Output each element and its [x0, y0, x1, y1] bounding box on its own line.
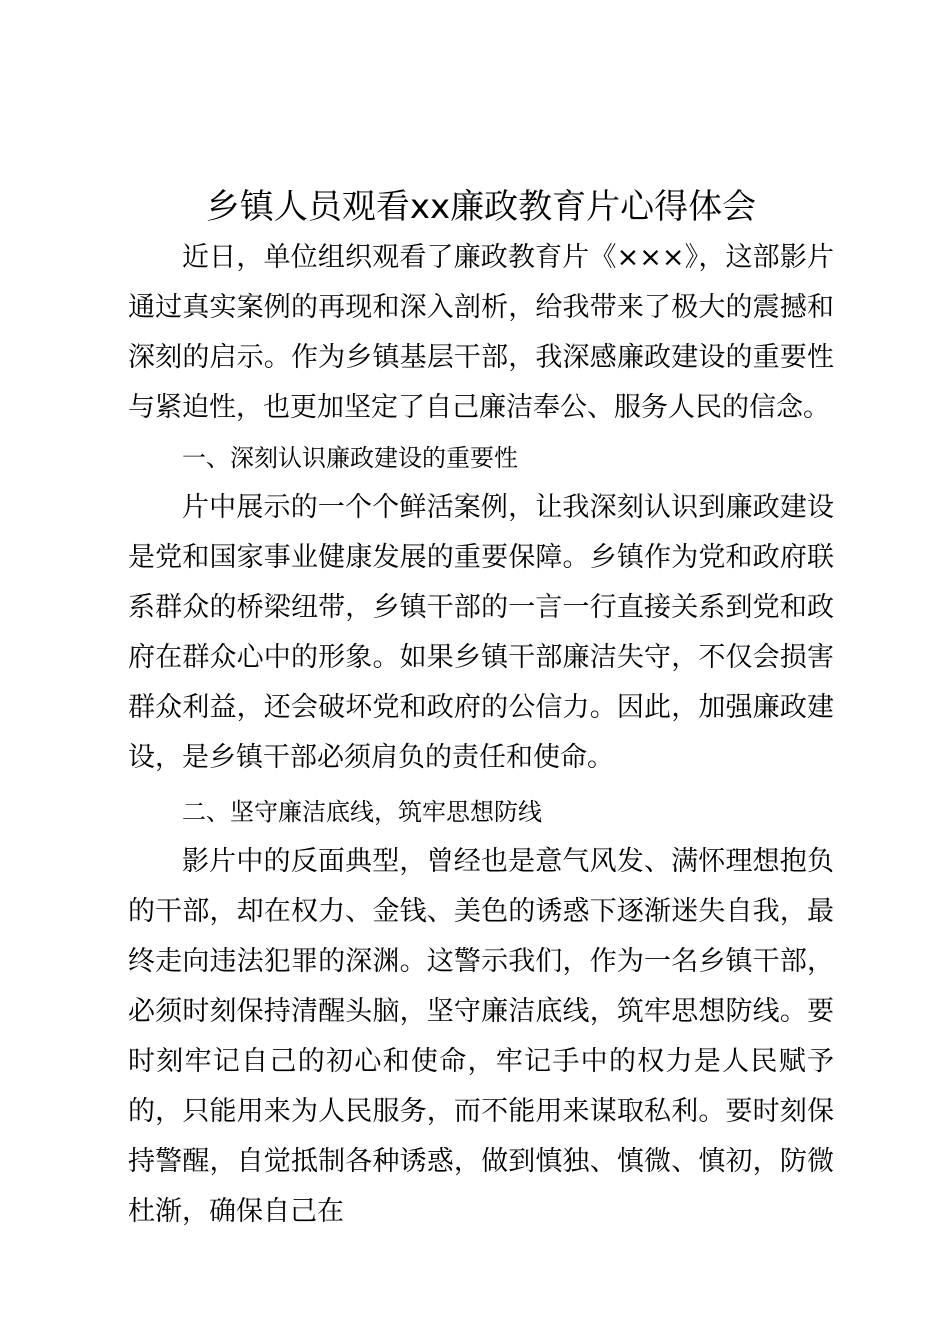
document-body	[128, 183, 834, 1237]
section-1-paragraph: 片中展示的一个个鲜活案例，让我深刻认识到廉政建设是党和国家事业健康发展的重要保障。乡镇作为党和政府联系群众的桥梁纽带，乡镇干部的一言一行直接关系到党和政府在群众心中的形象。如果乡镇干部廉洁失守，不仅会损害群众利益，还会破坏党和政府的公信力。因此，加强廉政建设，是乡镇干部必须肩负的责任和使命。	[128, 492, 834, 773]
section-heading-1: 一、深刻认识廉政建设的重要性	[182, 444, 518, 472]
intro-paragraph: 近日，单位组织观看了廉政教育片《×××》，这部影片通过真实案例的再现和深入剖析，给我带来了极大的震撼和深刻的启示。作为乡镇基层干部，我深感廉政建设的重要性与紧迫性，也更加坚定了自己廉洁奉公、服务人民的信念。	[128, 242, 834, 423]
section-heading-2: 二、坚守廉洁底线，筑牢思想防线	[182, 798, 542, 826]
section-2-paragraph: 影片中的反面典型，曾经也是意气风发、满怀理想抱负的干部，却在权力、金钱、美色的诱惑下逐渐迷失自我，最终走向违法犯罪的深渊。这警示我们，作为一名乡镇干部，必须时刻保持清醒头脑，坚守廉洁底线，筑牢思想防线。要时刻牢记自己的初心和使命，牢记手中的权力是人民赋予的，只能用来为人民服务，而不能用来谋取私利。要时刻保持警醒，自觉抵制各种诱惑，做到慎独、慎微、慎初，防微杜渐，确保自己在	[128, 846, 834, 1227]
document-title: 乡镇人员观看xx廉政教育片心得体会	[205, 187, 757, 227]
